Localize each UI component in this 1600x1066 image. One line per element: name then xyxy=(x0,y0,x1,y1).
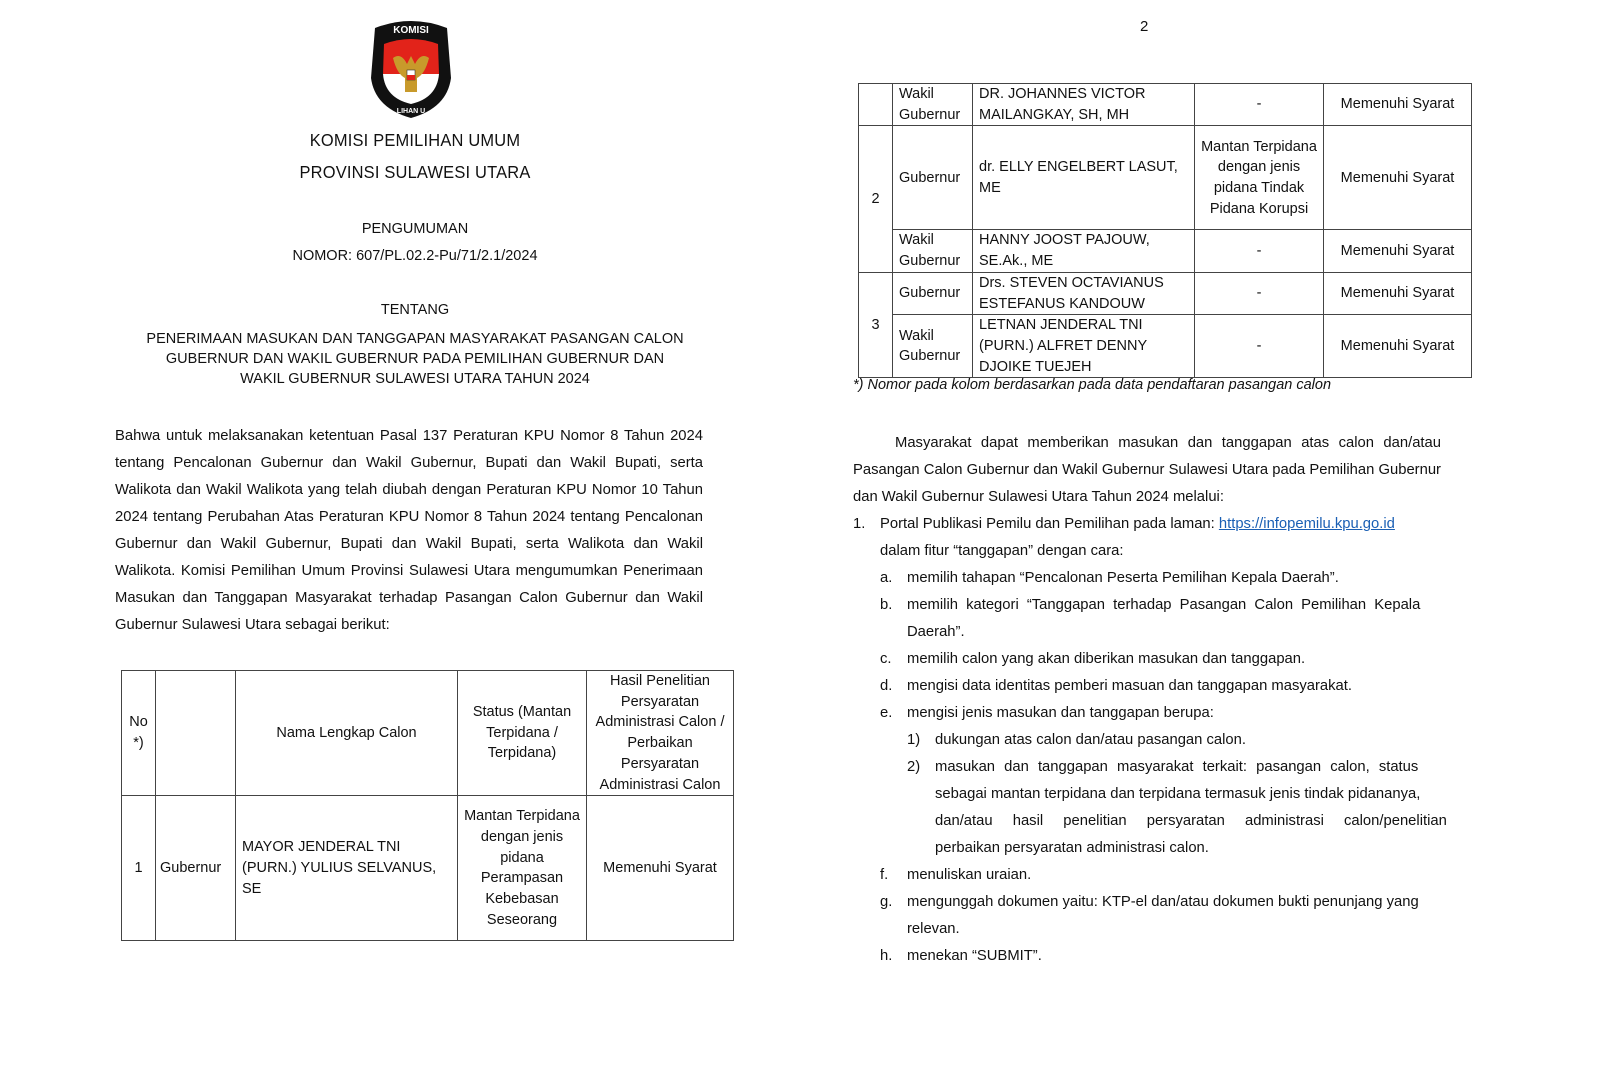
cell-result: Memenuhi Syarat xyxy=(1324,126,1472,230)
cell-result: Memenuhi Syarat xyxy=(1324,272,1472,314)
kpu-logo xyxy=(367,18,455,118)
table-footnote: *) Nomor pada kolom berdasarkan pada data pendaftaran pasangan calon xyxy=(853,377,1332,393)
cell-no: 1 xyxy=(122,796,156,941)
cell-no xyxy=(859,84,893,126)
list-marker: d. xyxy=(880,678,893,694)
infopemilu-link[interactable]: https://infopemilu.kpu.go.id xyxy=(1218,516,1395,532)
header-name: Nama Lengkap Calon xyxy=(236,671,458,796)
cell-status: Mantan Terpidana dengan jenis pidana Perampasan Kebebasan Seseorang xyxy=(458,796,587,941)
subject-line: WAKIL GUBERNUR SULAWESI UTARA TAHUN 2024 xyxy=(240,371,590,387)
intro-paragraph: Bahwa untuk melaksanakan ketentuan Pasal 137 Peraturan KPU Nomor 8 Tahun 2024 tentang Pencalonan Gubernur dan Wakil Gubernur, Bupati dan Wakil Bupati, serta Walikota dan Wakil Walikota yang telah diubah dengan Peraturan KPU Nomor 10 Tahun 2024 tentang Perubahan Atas Peraturan KPU Nomor 8 Tahun 2024 tentang Pencalonan Gubernur dan Wakil Gubernur, Bupati dan Wakil Bupati, serta Walikota dan Wakil Walikota. Komisi Pemilihan Umum Provinsi Sulawesi Utara mengumumkan Penerimaan Masukan dan Tanggapan Masyarakat terhadap Pasangan Calon Gubernur dan Wakil Gubernur Sulawesi Utara sebagai berikut: xyxy=(115,428,703,633)
list-marker: 2) xyxy=(907,759,921,775)
cell-name: MAYOR JENDERAL TNI (PURN.) YULIUS SELVANUS, SE xyxy=(236,796,458,941)
table-row xyxy=(859,272,1472,314)
table-header-row xyxy=(122,671,734,796)
cell-result: Memenuhi Syarat xyxy=(587,796,734,941)
list-marker: b. xyxy=(880,597,893,613)
list-marker: e. xyxy=(880,705,893,721)
submission-paragraph: Masyarakat dapat memberikan masukan dan tanggapan atas calon dan/atau Pasangan Calon Gubernur dan Wakil Gubernur Sulawesi Utara pada Pemilihan Gubernur dan Wakil Gubernur Sulawesi Utara Tahun 2024 melalui: xyxy=(853,435,1441,505)
cell-result: Memenuhi Syarat xyxy=(1324,230,1472,272)
step-text: memilih kategori “Tanggapan terhadap Pasangan Calon Pemilihan Kepala xyxy=(907,597,1421,613)
svg-text:LIHAN U: LIHAN U xyxy=(396,108,426,115)
kpu-garuda-emblem-icon xyxy=(367,18,455,118)
candidates-table xyxy=(121,670,734,941)
sub-item-text-continuation: sebagai mantan terpidana dan terpidana termasuk jenis tindak pidananya, xyxy=(935,786,1421,802)
step-text: mengisi jenis masukan dan tanggapan berupa: xyxy=(907,705,1214,721)
table-row xyxy=(859,126,1472,230)
step-text: menekan “SUBMIT”. xyxy=(907,948,1042,964)
portal-text: Portal Publikasi Pemilu dan Pemilihan pada laman: xyxy=(880,516,1219,532)
step-text: mengunggah dokumen yaitu: KTP-el dan/atau dokumen bukti penunjang yang xyxy=(907,894,1419,910)
cell-position: Wakil Gubernur xyxy=(893,84,973,126)
document-type: PENGUMUMAN xyxy=(361,221,469,237)
step-text: memilih calon yang akan diberikan masukan dan tanggapan. xyxy=(907,651,1306,667)
cell-no: 3 xyxy=(859,272,893,378)
list-marker: g. xyxy=(880,894,893,910)
sub-item-text-continuation: dan/atau hasil penelitian persyaratan administrasi calon/penelitian xyxy=(935,813,1447,829)
header-result: Hasil Penelitian Persyaratan Administrasi Calon / Perbaikan Persyaratan Administrasi Calon xyxy=(587,671,734,796)
list-marker: 1) xyxy=(907,732,921,748)
sub-item-text: dukungan atas calon dan/atau pasangan calon. xyxy=(935,732,1246,748)
cell-name: LETNAN JENDERAL TNI (PURN.) ALFRET DENNY DJOIKE TUEJEH xyxy=(973,315,1195,378)
table-row xyxy=(122,796,734,941)
cell-result: Memenuhi Syarat xyxy=(1324,315,1472,378)
cell-position: Gubernur xyxy=(156,796,236,941)
table-row xyxy=(859,230,1472,272)
cell-no: 2 xyxy=(859,126,893,272)
org-name-line2: PROVINSI SULAWESI UTARA xyxy=(299,162,531,182)
cell-status: - xyxy=(1195,315,1324,378)
document-number: NOMOR: 607/PL.02.2-Pu/71/2.1/2024 xyxy=(292,248,538,264)
cell-position: Wakil Gubernur xyxy=(893,315,973,378)
header-position xyxy=(156,671,236,796)
org-name-line1: KOMISI PEMILIHAN UMUM xyxy=(309,130,521,150)
list-marker: a. xyxy=(880,570,893,586)
step-text: memilih tahapan “Pencalonan Peserta Pemilihan Kepala Daerah”. xyxy=(907,570,1339,586)
cell-position: Gubernur xyxy=(893,272,973,314)
cell-name: HANNY JOOST PAJOUW, SE.Ak., ME xyxy=(973,230,1195,272)
document-subject xyxy=(110,329,720,389)
cell-position: Wakil Gubernur xyxy=(893,230,973,272)
list-marker: h. xyxy=(880,948,893,964)
table-row xyxy=(859,84,1472,126)
list-item-text xyxy=(880,511,1395,538)
cell-name: DR. JOHANNES VICTOR MAILANGKAY, SH, MH xyxy=(973,84,1195,126)
sub-item-text-continuation: perbaikan persyaratan administrasi calon. xyxy=(935,840,1209,856)
step-text: mengisi data identitas pemberi masuan dan tanggapan masyarakat. xyxy=(907,678,1352,694)
svg-text:KOMISI: KOMISI xyxy=(393,25,429,36)
cell-status: - xyxy=(1195,230,1324,272)
cell-status: - xyxy=(1195,272,1324,314)
list-item-continuation: dalam fitur “tanggapan” dengan cara: xyxy=(880,543,1124,559)
cell-name: dr. ELLY ENGELBERT LASUT, ME xyxy=(973,126,1195,230)
page-number: 2 xyxy=(1140,18,1149,35)
sub-item-text: masukan dan tanggapan masyarakat terkait: pasangan calon, status xyxy=(935,759,1419,775)
header-status: Status (Mantan Terpidana / Terpidana) xyxy=(458,671,587,796)
list-marker: c. xyxy=(880,651,892,667)
cell-result: Memenuhi Syarat xyxy=(1324,84,1472,126)
step-text: menuliskan uraian. xyxy=(907,867,1032,883)
subject-line: PENERIMAAN MASUKAN DAN TANGGAPAN MASYARAKAT PASANGAN CALON xyxy=(146,331,684,347)
list-marker: f. xyxy=(880,867,889,883)
candidates-table-continued xyxy=(858,83,1472,378)
cell-status: Mantan Terpidana dengan jenis pidana Tindak Pidana Korupsi xyxy=(1195,126,1324,230)
cell-status: - xyxy=(1195,84,1324,126)
list-marker: 1. xyxy=(853,516,866,532)
step-text-continuation: relevan. xyxy=(907,921,960,937)
step-text-continuation: Daerah”. xyxy=(907,624,965,640)
tentang-heading: TENTANG xyxy=(380,302,450,318)
header-no: No *) xyxy=(122,671,156,796)
cell-name: Drs. STEVEN OCTAVIANUS ESTEFANUS KANDOUW xyxy=(973,272,1195,314)
table-row xyxy=(859,315,1472,378)
subject-line: GUBERNUR DAN WAKIL GUBERNUR PADA PEMILIHAN GUBERNUR DAN xyxy=(165,351,665,367)
cell-position: Gubernur xyxy=(893,126,973,230)
